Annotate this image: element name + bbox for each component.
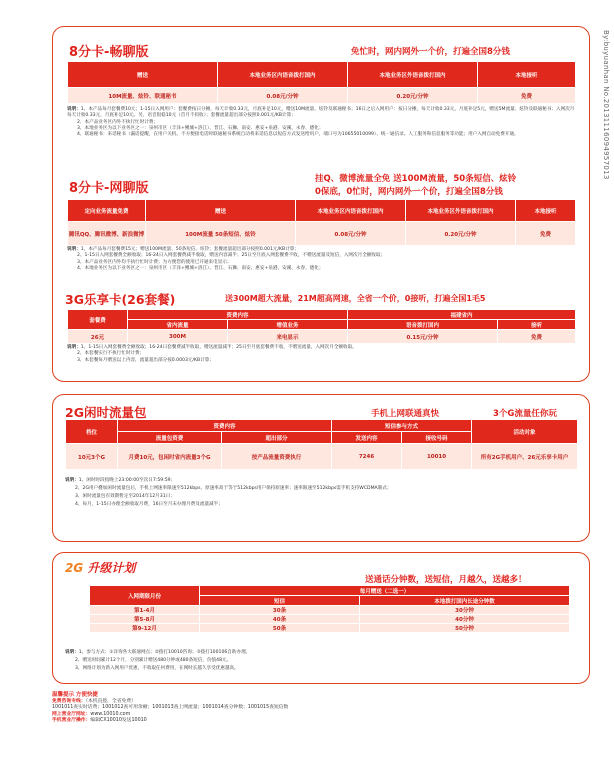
note-4: 4、联通秘书：来话秘书（漏话提醒，在用户关机、不方便接电话时联通秘书系统自动将来话信息以短信方式发送给用户，端口号为10655010099）、统一通信录。人工服务和信息服务等功能；用户入网自动免费开通。 bbox=[77, 132, 519, 138]
footer-tips bbox=[52, 692, 592, 725]
note-3: 3、本产品业务区内外均不执行忙时计费；为方便您的使用已开通来电显示； bbox=[77, 259, 232, 265]
footer-title: 温馨提示 方便快捷 bbox=[52, 692, 98, 698]
cell-gift: 100M流量 50条短信、炫铃 bbox=[146, 222, 296, 246]
footer-hotline-note: （本机直拨，全省免费） bbox=[85, 698, 136, 704]
note-2: 2、赠送时间累计12个月，分别累计赠送480分钟或480条短信，价值48元。 bbox=[75, 658, 232, 663]
note-3: 3、本套餐每月赠送以上内容，流量超出部分按0.0003元/KB计算； bbox=[77, 357, 214, 363]
gift-table bbox=[89, 585, 570, 633]
pricing-table bbox=[67, 199, 576, 246]
note-1: 1、闲时时段指晚上23:00:00至次日7:59:59； bbox=[78, 478, 176, 483]
header-local-call: 本地业务区内语音拨打国内 bbox=[218, 62, 348, 88]
header-target: 活动对象 bbox=[472, 420, 578, 444]
notes-label: 说明： bbox=[65, 650, 79, 655]
notes-label: 说明： bbox=[65, 478, 79, 483]
cell-sms-number: 10010 bbox=[402, 444, 472, 470]
cell-target: 所有2G手机用户、26元乐享卡用户 bbox=[472, 444, 578, 470]
cell-months: 第9-12月 bbox=[90, 624, 200, 633]
header-group-gift: 每月赠送（二选一） bbox=[200, 586, 570, 596]
header-local-answer: 本地接听 bbox=[478, 62, 576, 88]
section-slogan: 送通话分钟数，送短信，月越久，送越多！ bbox=[365, 575, 527, 585]
cell-answer: 免费 bbox=[498, 330, 576, 344]
note-1: 1、本产品每月套餐费10元；1-15日入网用户：套餐费按日分摊，每天计收0.33元，月底补足10元，赠送10M流量、炫铃及联通秘书；16日之后入网用户：按日分摊，每天计收0.33元，月底补足5元，赠送5M流量、炫铃及联通秘书；入网次月每天计收0.33元，月底补足10元。另，语音很稳10元（首月不扣收）；套餐流量超出部分按照0.001元/KB计算； bbox=[67, 107, 575, 119]
section-notes bbox=[65, 649, 577, 673]
note-2: 2、本产品业务区内外不执行忙时计费； bbox=[77, 119, 159, 125]
header-months: 入网期限月份 bbox=[90, 586, 200, 606]
upgrade-plan-panel bbox=[52, 552, 590, 684]
section-slogan-1: 挂Q、微博流量全免 送100M流量，50条短信、炫铃 bbox=[315, 174, 517, 184]
cell-gift: 10M流量、炫铃、联通秘书 bbox=[68, 88, 218, 104]
logo-text: 升级计划 bbox=[87, 561, 136, 575]
section-notes bbox=[67, 345, 577, 364]
table-row bbox=[90, 624, 570, 633]
cell-call: 0.15元/分钟 bbox=[348, 330, 498, 344]
header-overage: 超出部分 bbox=[222, 432, 332, 444]
header-nonlocal-call: 本地业务区外语音拨打国内 bbox=[406, 200, 516, 222]
plans-panel bbox=[52, 26, 590, 382]
notes-label: 说明： bbox=[67, 107, 81, 112]
header-nonlocal-call: 本地业务区外语音拨打国内 bbox=[348, 62, 478, 88]
cell-months: 第5-8月 bbox=[90, 615, 200, 624]
table-row bbox=[90, 615, 570, 624]
note-2: 2、2G用户叠加闲时流量包后，手机上网速率限速至512kbps，原速率高于等于512kbps用户保持原速率；速率限速至512kbps需手机支持WCDMA制式； bbox=[75, 486, 392, 491]
cell-sms: 50条 bbox=[200, 624, 360, 633]
note-4: 4、每月，1-15日办理全额收取月费，16日至月末办理月费及流量减半； bbox=[75, 502, 223, 507]
header-minutes: 本地拨打国内长途分钟数 bbox=[360, 596, 570, 606]
footer-mobile-op: 编辑CX10010发送10010 bbox=[90, 718, 147, 724]
header-vas: 增值业务 bbox=[228, 320, 348, 330]
section-slogan-2: 0保底，0忙时，网内网外一个价，打遍全国8分钱 bbox=[315, 187, 503, 197]
cell-tier: 10元3个G bbox=[66, 444, 118, 470]
header-targeted: 定向业务流量免费 bbox=[68, 200, 146, 222]
header-group-content: 资费内容 bbox=[118, 420, 332, 432]
header-sms-number: 接收号码 bbox=[402, 432, 472, 444]
header-group-content: 资费内容 bbox=[128, 310, 348, 320]
note-2: 2、本套餐实行不执行忙时计费； bbox=[77, 351, 145, 357]
cell-vas: 来电显示 bbox=[228, 330, 348, 344]
table-row bbox=[90, 606, 570, 615]
header-sms-content: 发送内容 bbox=[332, 432, 402, 444]
section-title: 3G乐享卡(26套餐) bbox=[65, 292, 176, 307]
note-2: 2、1-15日入网套餐费全额收取；16-24日入网套餐费减半收取，赠送内容减半；25日至月底入网套餐费不收，不赠送流量及短信，入网次月全额收取； bbox=[77, 253, 386, 259]
cell-local-call: 0.08元/分钟 bbox=[218, 88, 348, 104]
upgrade-plan-logo bbox=[65, 559, 135, 576]
note-1: 1、本产品每月套餐费15元；赠送100M流量、50条短信、炫铃；套餐流量超出部分按照0.001元/KB计算； bbox=[80, 247, 299, 252]
section-slogan: 免忙时，网内网外一个价，打遍全国8分钱 bbox=[351, 47, 510, 57]
note-3: 3、本地业务区为以下业务区之一：泉州市区（丰泽+鲤城+洛江）、晋江、石狮、南安、惠安+泉港、安溪、永春、德化； bbox=[77, 125, 324, 131]
cell-nonlocal-call: 0.20元/分钟 bbox=[406, 222, 516, 246]
section-slogan-2: 3个G流量任你玩 bbox=[493, 409, 557, 419]
section-title: 8分卡-畅聊版 bbox=[69, 45, 149, 60]
header-answer: 接听 bbox=[498, 320, 576, 330]
header-call: 语音拨打国内 bbox=[348, 320, 498, 330]
header-fee: 套餐费 bbox=[68, 310, 128, 330]
footer-web-url: www.10010.com bbox=[90, 711, 131, 717]
footer-hotline-label: 免费咨询专线： bbox=[52, 698, 86, 704]
cell-targeted: 腾讯QQ、腾讯微博、新浪微博 bbox=[68, 222, 146, 246]
cell-minutes: 30分钟 bbox=[360, 606, 570, 615]
section-slogan-1: 手机上网联通真快 bbox=[371, 409, 440, 419]
section-notes bbox=[65, 477, 577, 509]
footer-query-codes: 1001011查实时话费；1001012查可用余额；1001013查上网流量；1001014查分钟数；1001015查短信数 bbox=[52, 705, 289, 711]
notes-label: 说明： bbox=[67, 247, 81, 252]
cell-months: 第1-4月 bbox=[90, 606, 200, 615]
header-local-call: 本地业务区内语音拨打国内 bbox=[296, 200, 406, 222]
logo-2g: 2G bbox=[65, 561, 84, 575]
footer-mobile-label: 手机营业厅操作： bbox=[52, 718, 91, 724]
header-gift: 赠送 bbox=[68, 62, 218, 88]
cell-overage: 按产品流量资费执行 bbox=[222, 444, 332, 470]
cell-package-fee: 月费10元，包闲时省内流量3个G bbox=[118, 444, 222, 470]
pricing-table bbox=[67, 309, 576, 344]
cell-sms-content: 7246 bbox=[332, 444, 402, 470]
note-4: 4、本地业务区为以下业务区之一：泉州市区（丰泽+鲤城+洛江）、晋江、石狮、南安、惠安+泉港、安溪、永春、德化； bbox=[77, 265, 324, 271]
note-3: 3、闲时流量包有效期暂定至2014年12月31日； bbox=[75, 494, 175, 499]
header-package-fee: 流量包资费 bbox=[118, 432, 222, 444]
header-gift: 赠送 bbox=[146, 200, 296, 222]
section-notes bbox=[67, 247, 577, 272]
cell-minutes: 40分钟 bbox=[360, 615, 570, 624]
cell-sms: 30条 bbox=[200, 606, 360, 615]
cell-data: 300M bbox=[128, 330, 228, 344]
header-data: 省内流量 bbox=[128, 320, 228, 330]
section-notes bbox=[67, 107, 577, 138]
notes-label: 说明： bbox=[67, 345, 81, 350]
cell-local-answer: 免费 bbox=[478, 88, 576, 104]
section-slogan: 送300M超大流量，21M超高网速，全省一个价，0接听，打遍全国1毛5 bbox=[225, 294, 486, 303]
cell-nonlocal-call: 0.20元/分钟 bbox=[348, 88, 478, 104]
pricing-table bbox=[67, 61, 576, 104]
note-3: 3、网络计划为新入网用户优惠，不收取任何费用，在网时长越久享受优惠越高。 bbox=[75, 666, 239, 671]
header-tier: 档位 bbox=[66, 420, 118, 444]
cell-fee: 26元 bbox=[68, 330, 128, 344]
header-sms: 短信 bbox=[200, 596, 360, 606]
footer-web-label: 网上营业厅网址： bbox=[52, 711, 91, 717]
header-local-answer: 本地接听 bbox=[516, 200, 576, 222]
header-group-sms: 短信参与方式 bbox=[332, 420, 472, 432]
header-group-province: 福建省内 bbox=[348, 310, 576, 320]
cell-sms: 40条 bbox=[200, 615, 360, 624]
cell-local-answer: 免费 bbox=[516, 222, 576, 246]
section-title: 2G闲时流量包 bbox=[65, 405, 147, 420]
pricing-table bbox=[65, 419, 578, 470]
section-title: 8分卡-网聊版 bbox=[69, 181, 149, 196]
note-1: 1、参与方式：①详询各大联通网点；②拨打10010咨询；③拨打100106自助办理。 bbox=[78, 650, 251, 655]
idle-data-panel bbox=[52, 394, 590, 542]
note-1: 1、1-15日入网套餐费全额收取；16-24日套餐费减半收取，赠送流量减半；25日至月底套餐费不收，不赠送流量，入网次月全额收取。 bbox=[80, 345, 357, 350]
cell-minutes: 50分钟 bbox=[360, 624, 570, 633]
cell-local-call: 0.08元/分钟 bbox=[296, 222, 406, 246]
image-id-text: By:buyuanhan No.20131116094957013 bbox=[602, 30, 610, 180]
